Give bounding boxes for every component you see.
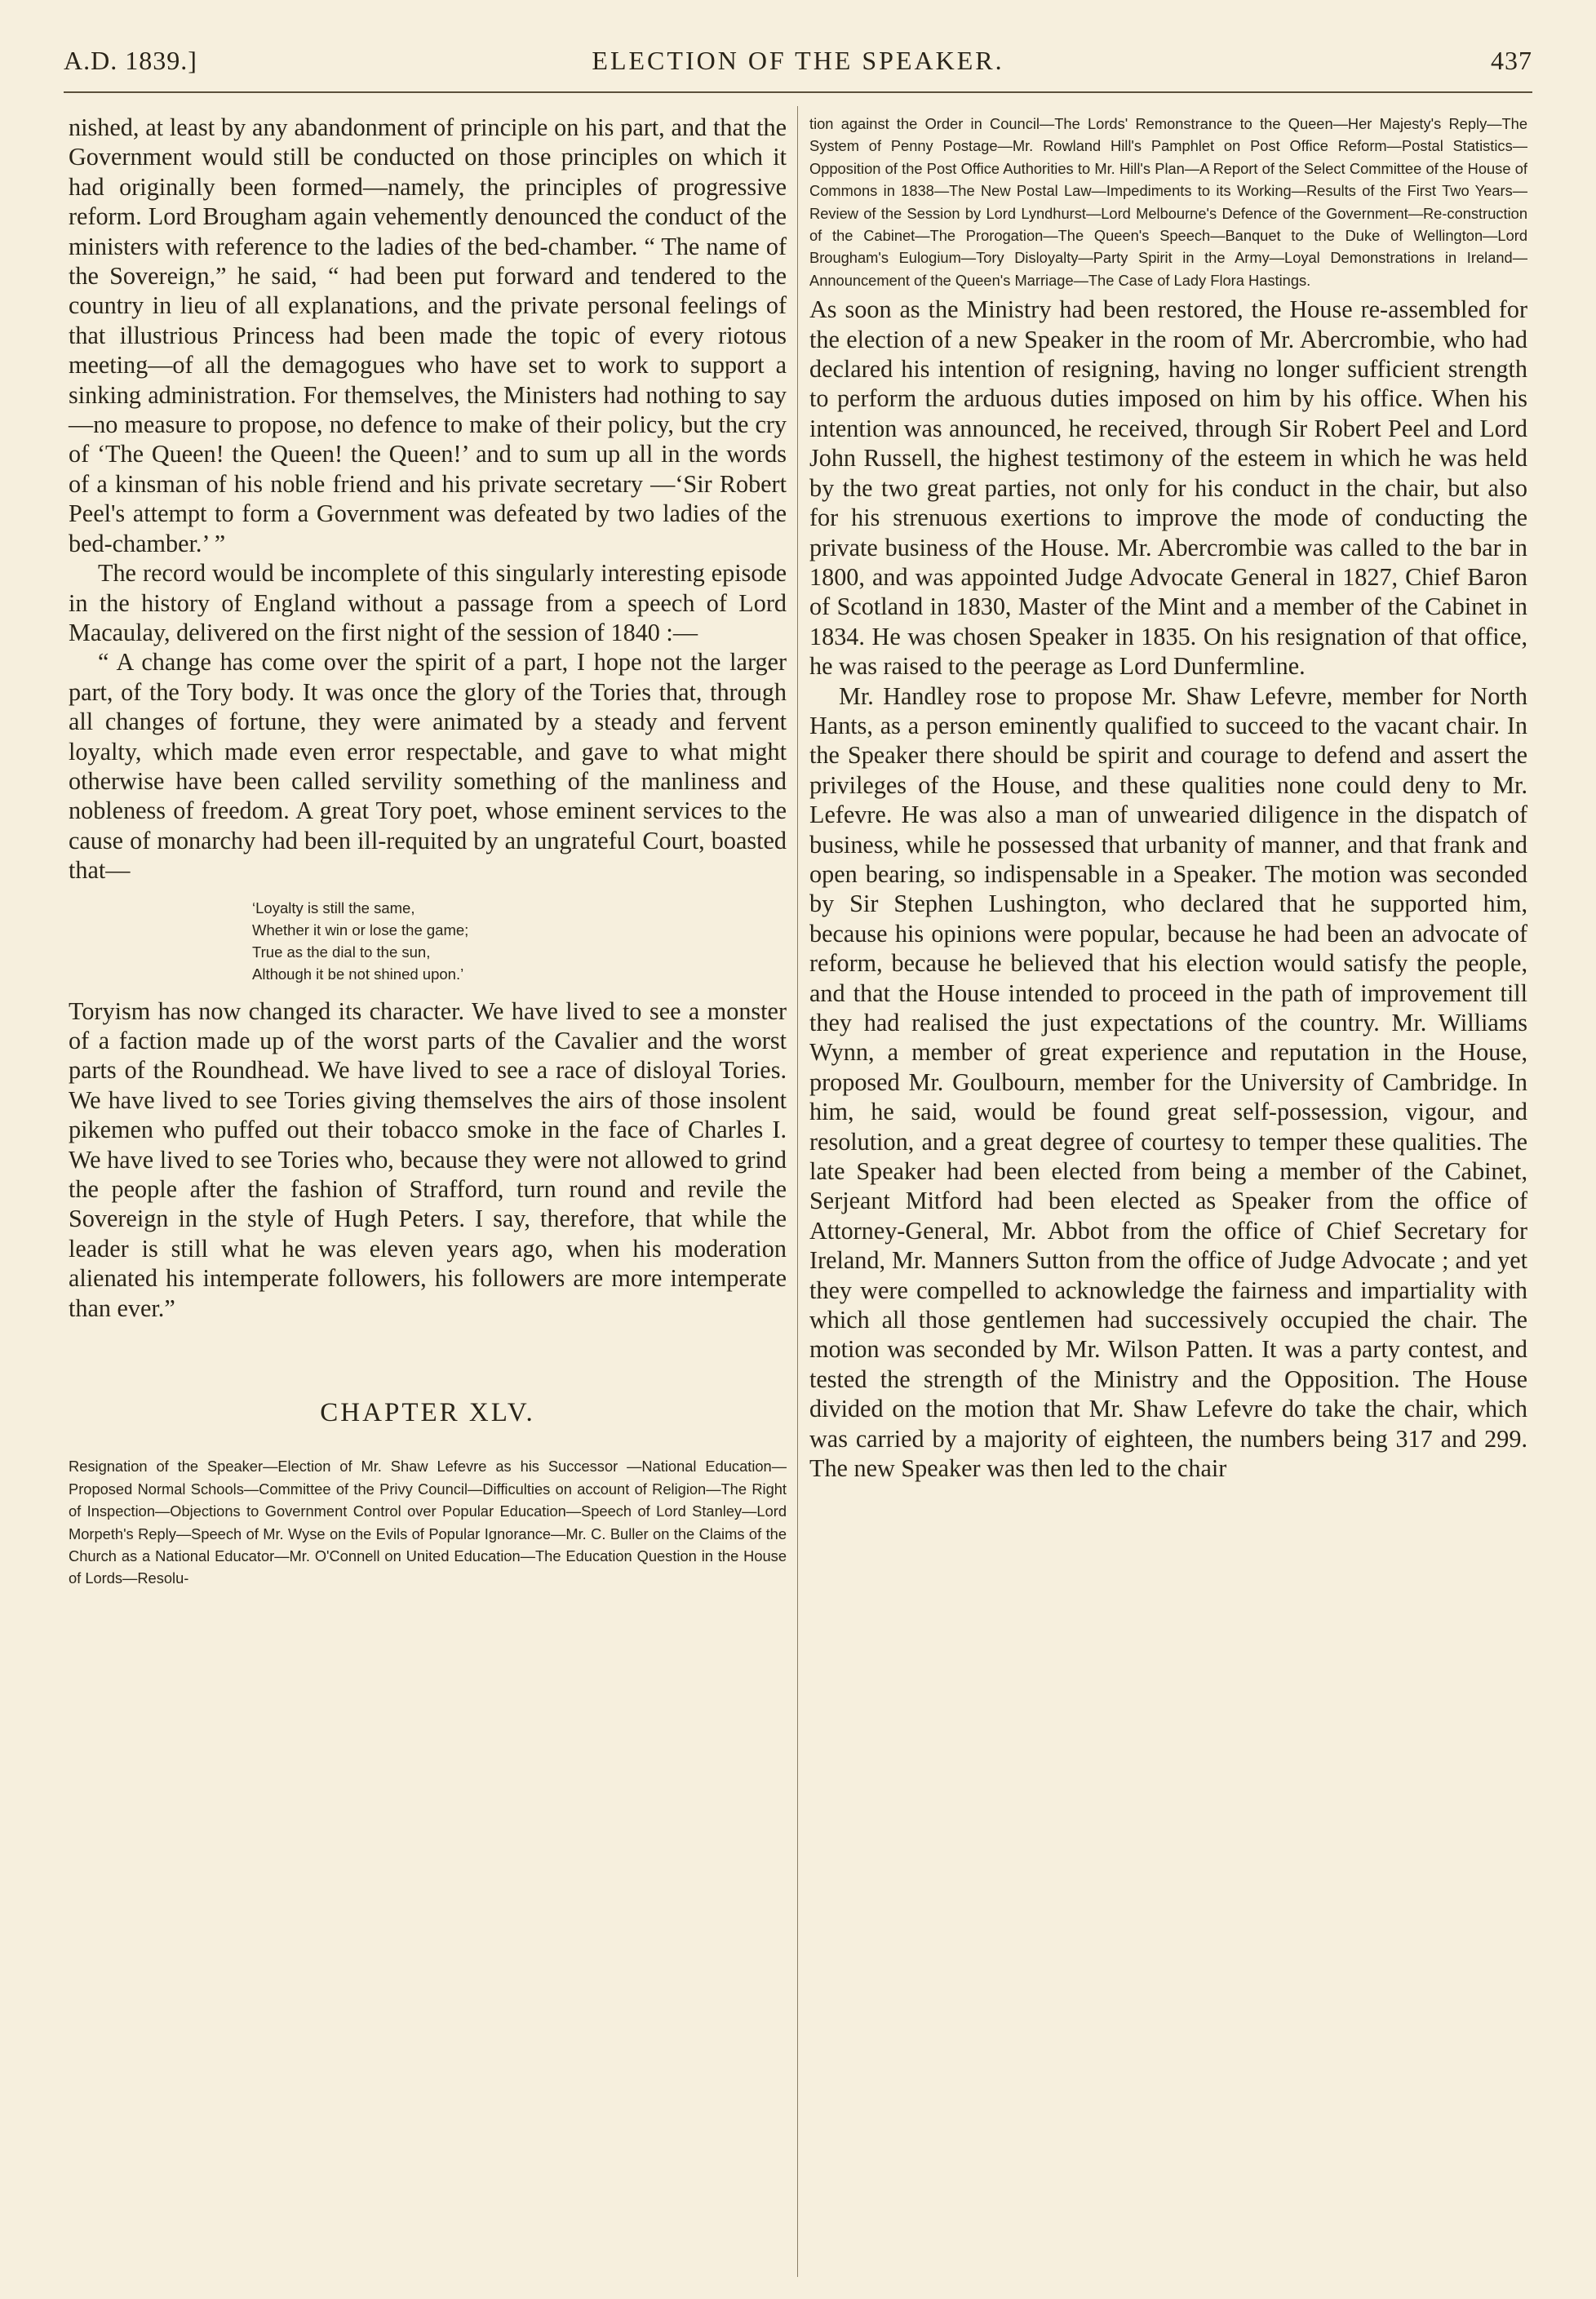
verse-line: True as the dial to the sun, <box>252 943 431 961</box>
verse-line: Although it be not shined upon.’ <box>252 965 464 983</box>
verse-line: ‘Loyalty is still the same, <box>252 899 415 916</box>
paragraph-continued: nished, at least by any abandonment of principle on his part, and that the Government would still be conducted on those principles on which it had originally been formed—namely, the principles of progressive reform. Lord Brougham again vehemently denounced the conduct of the ministers with reference to the ladies of the bed-chamber. “ The name of the Sovereign,” he said, “ had been put forward and tendered to the country in lieu of all explanations, and the private personal feelings of that illustrious Princess had been made the topic of every riotous meeting—of all the demagogues who have set to work to support a sinking administration. For themselves, the Ministers had nothing to say—no measure to propose, no defence to make of their policy, but the cry of ‘The Queen! the Queen! the Queen!’ and to sum up all in the words of a kinsman of his noble friend and his private secretary —‘Sir Robert Peel's attempt to form a Government was defeated by two ladies of the bed-chamber.’ ” <box>69 113 787 557</box>
page-number: 437 <box>1491 46 1532 75</box>
paragraph-ministry-restored: As soon as the Ministry had been restored, the House re-assembled for the election of a new Speaker in the room of Mr. Abercrombie, who had declared his intention of resigning, having no longer sufficient strength to perform the arduous duties imposed on him by his office. When his intention was announced, he received, through Sir Robert Peel and Lord John Russell, the highest testimony of the esteem in which he was held by the two great parties, not only for his conduct in the chair, but also for his strenuous exertions to improve the mode of conducting the private business of the House. Mr. Abercrombie was called to the bar in 1800, and was appointed Judge Advocate General in 1827, Chief Baron of Scotland in 1830, Master of the Mint and a member of the Cabinet in 1834. He was chosen Speaker in 1835. On his resignation of that office, he was raised to the peerage as Lord Dunfermline. <box>809 295 1527 681</box>
left-column <box>69 113 787 1590</box>
header-title: ELECTION OF THE SPEAKER. <box>592 46 1004 75</box>
column-divider <box>797 106 798 2277</box>
chapter-synopsis: Resignation of the Speaker—Election of Mr. Shaw Lefevre as his Successor —National Education—Proposed Normal Schools—Committee of the Privy Council—Difficulties on account of Religion—The Right of Inspection—Objections to Government Control over Popular Education—Speech of Lord Stanley—Lord Morpeth's Reply—Speech of Mr. Wyse on the Evils of Popular Ignorance—Mr. C. Buller on the Claims of the Church as a National Educator—Mr. O'Connell on United Education—The Education Question in the House of Lords—Resolu- <box>69 1458 787 1587</box>
paragraph-toryism: Toryism has now changed its character. We have lived to see a monster of a faction made up of the worst parts of the Cavalier and the worst parts of the Roundhead. We have lived to see a race of disloyal Tories. We have lived to see Tories giving themselves the airs of those insolent pikemen who puffed out their tobacco smoke in the face of Charles I. We have lived to see Tories who, because they were not allowed to grind the people after the fashion of Strafford, turn round and revile the Sovereign in the style of Hugh Peters. I say, therefore, that while the leader is still what he was eleven years ago, when his moderation alienated his intemperate followers, his followers are more intemperate than ever.” <box>69 996 787 1322</box>
header-date: A.D. 1839.] <box>64 46 197 75</box>
verse-line: Whether it win or lose the game; <box>252 921 469 939</box>
paragraph-handley-proposal: Mr. Handley rose to propose Mr. Shaw Lefevre, member for North Hants, as a person eminently qualified to succeed to the vacant chair. In the Speaker there should be spirit and courage to defend and assert the privileges of the House, and these qualities none could deny to Mr. Lefevre. He was also a man of unwearied diligence in the dispatch of business, while he possessed that urbanity of manner, and that frank and open bearing, so indispensable in a Speaker. The motion was seconded by Sir Stephen Lushington, who declared that he supported him, because his opinions were popular, because he had been an advocate of reform, because he believed that his election would satisfy the people, and that the House intended to proceed in the path of improvement till they had realised the just expectations of the country. Mr. Williams Wynn, a member of great experience and reputation in the House, proposed Mr. Goulbourn, member for the University of Cambridge. In him, he said, would be found great self-possession, vigour, and resolution, and a great degree of courtesy to temper these qualities. The late Speaker had been elected from being a member of the Cabinet, Serjeant Mitford had been elected as Speaker from the office of Attorney-General, Mr. Abbot from the office of Chief Secretary for Ireland, Mr. Manners Sutton from the office of Judge Advocate ; and yet they were compelled to acknowledge the fairness and impartiality with which all those gentlemen had successively occupied the chair. The motion was seconded by Mr. Wilson Patten. It was a party contest, and tested the strength of the Ministry and the Opposition. The House divided on the motion that Mr. Shaw Lefevre do take the chair, which was carried by a majority of eighteen, the numbers being 317 and 299. The new Speaker was then led to the chair <box>809 681 1527 1483</box>
paragraph-macaulay-intro: The record would be incomplete of this singularly interesting episode in the history of England without a passage from a speech of Lord Macaulay, delivered on the first night of the session of 1840 :— <box>69 559 787 646</box>
paragraph-macaulay-quote: “ A change has come over the spirit of a part, I hope not the larger part, of the Tory body. It was once the glory of the Tories that, through all changes of fortune, they were animated by a steady and fervent loyalty, which made even error respectable, and gave to what might otherwise have been called servility something of the manliness and nobleness of freedom. A great Tory poet, whose eminent services to the cause of monarchy had been ill-requited by an ungrateful Court, boasted that— <box>69 648 787 885</box>
header-rule <box>64 91 1532 93</box>
right-column <box>809 113 1527 1484</box>
verse-quote <box>252 897 787 985</box>
chapter-title: CHAPTER XLV. <box>320 1398 535 1428</box>
chapter-synopsis-continued: tion against the Order in Council—The Lords' Remonstrance to the Queen—Her Majesty's Reply—The System of Penny Postage—Mr. Rowland Hill's Pamphlet on Post Office Reform—Postal Statistics—Opposition of the Post Office Authorities to Mr. Hill's Plan—A Report of the Select Committee of the House of Commons in 1838—The New Postal Law—Impediments to its Working—Results of the First Two Years—Review of the Session by Lord Lyndhurst—Lord Melbourne's Defence of the Government—Re-construction of the Cabinet—The Prorogation—The Queen's Speech—Banquet to the Duke of Wellington—Lord Brougham's Eulogium—Tory Disloyalty—Party Spirit in the Army—Loyal Demonstrations in Ireland—Announcement of the Queen's Marriage—The Case of Lady Flora Hastings. <box>809 115 1527 289</box>
running-head <box>64 46 1532 82</box>
